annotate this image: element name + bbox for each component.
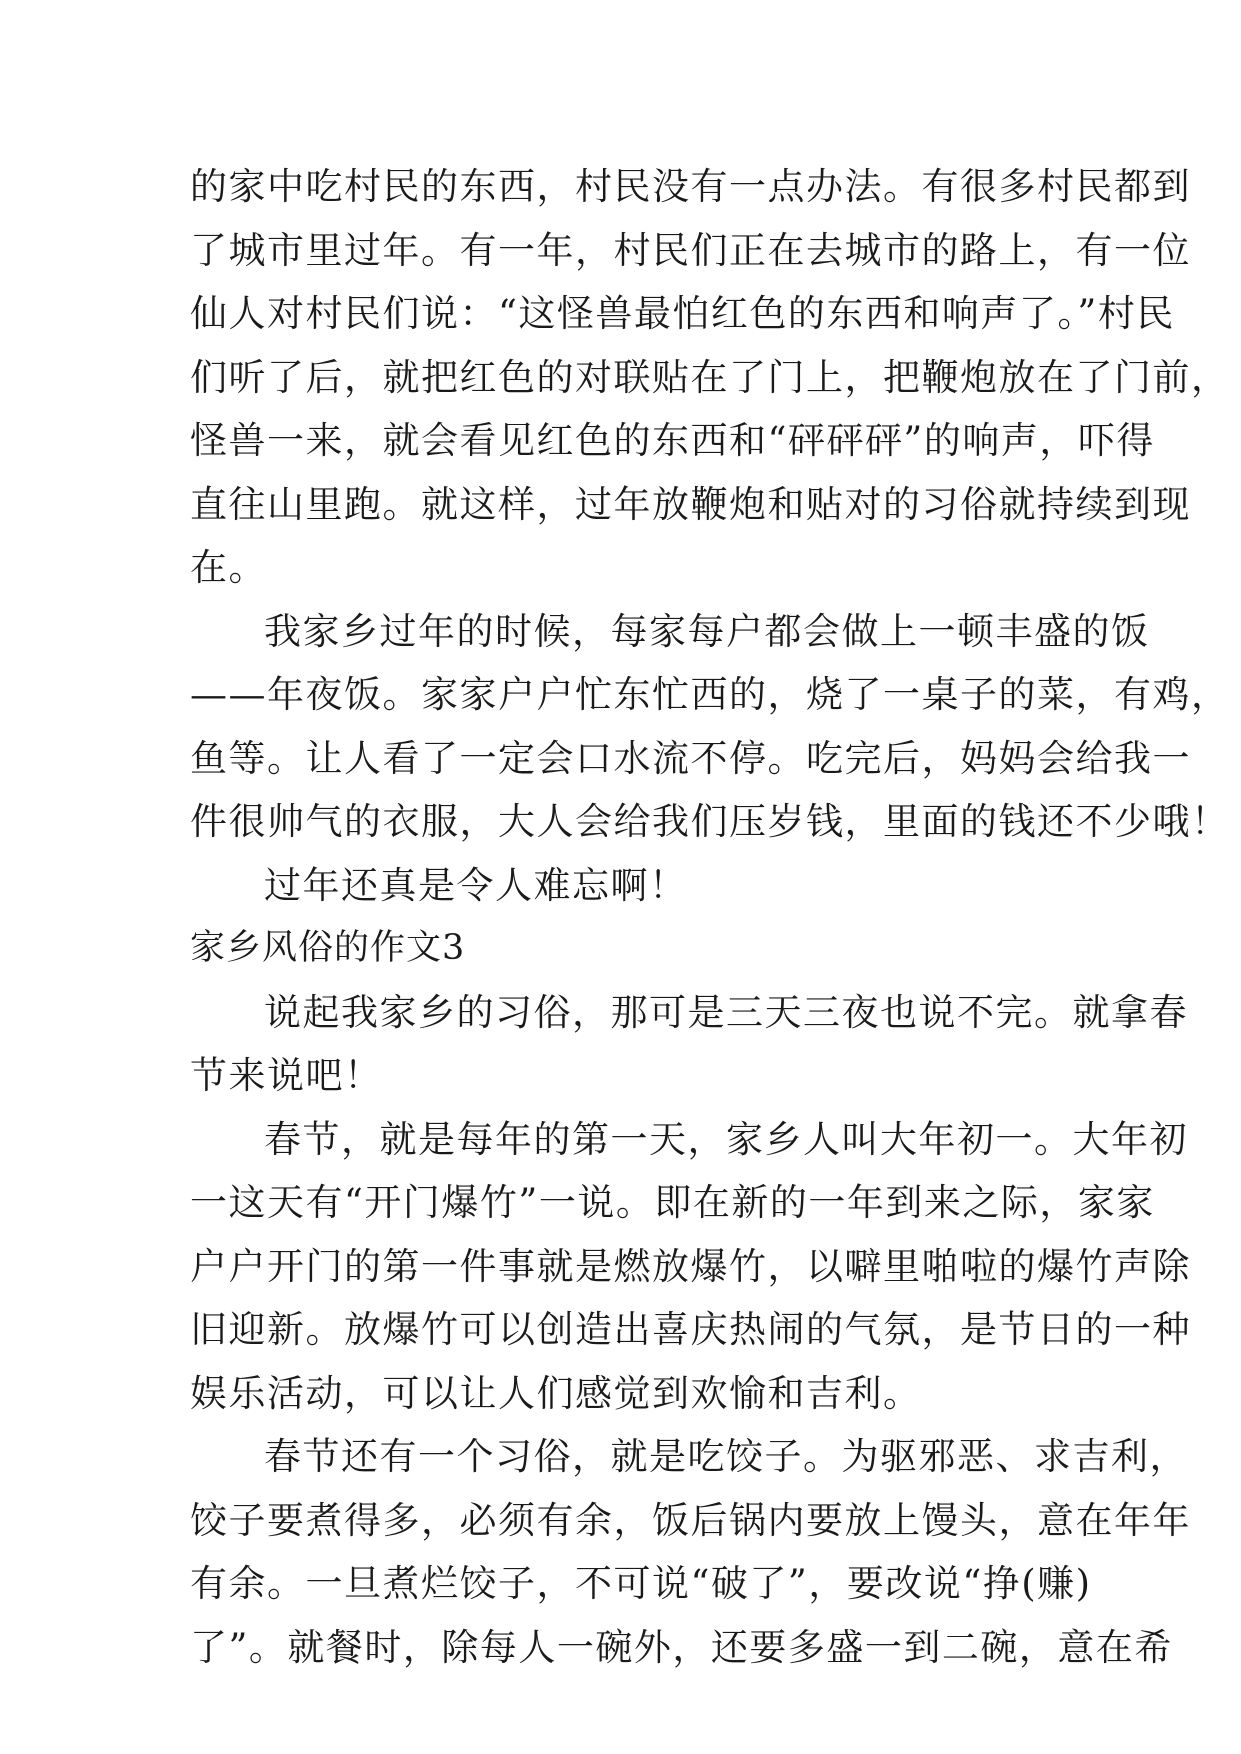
text-line: 了城市里过年。有一年，村民们正在去城市的路上，有一位 xyxy=(190,228,1191,272)
text-line: 的家中吃村民的东西，村民没有一点办法。有很多村民都到 xyxy=(190,165,1191,208)
section-heading: 家乡风俗的作文3 xyxy=(190,928,466,968)
text-line: 春节，就是每年的第一天，家乡人叫大年初一。大年初 xyxy=(264,1117,1188,1161)
paragraph-new-year-dinner xyxy=(190,600,1230,854)
text-line: 我家乡过年的时候，每家每户都会做上一顿丰盛的饭 xyxy=(264,609,1150,653)
text-line: 有余。一旦煮烂饺子，不可说“破了”，要改说“挣(赚) xyxy=(190,1562,1092,1605)
paragraph-intro xyxy=(190,981,1188,1108)
text-line: 户户开门的第一件事就是燃放爆竹，以噼里啪啦的爆竹声除 xyxy=(190,1244,1191,1288)
text-line: 了”。就餐时，除每人一碗外，还要多盛一到二碗，意在希 xyxy=(190,1625,1173,1669)
text-line: 旧迎新。放爆竹可以创造出喜庆热闹的气氛，是节日的一种 xyxy=(190,1308,1191,1351)
text-line: 娱乐活动，可以让人们感觉到欢愉和吉利。 xyxy=(190,1371,922,1415)
text-line: 饺子要煮得多，必须有余，饭后锅内要放上馒头，意在年年 xyxy=(190,1498,1191,1542)
text-line: 在。 xyxy=(190,546,267,589)
paragraph-continued xyxy=(190,155,1230,600)
text-line: 一这天有“开门爆竹”一说。即在新的一年到来之际，家家 xyxy=(190,1181,1155,1224)
paragraph-firecrackers xyxy=(190,1108,1191,1426)
text-line: 说起我家乡的习俗，那可是三天三夜也说不完。就拿春 xyxy=(264,990,1188,1034)
document-body xyxy=(190,155,1230,1679)
text-line: 过年还真是令人难忘啊！ xyxy=(264,863,688,907)
text-line: 仙人对村民们说：“这怪兽最怕红色的东西和响声了。”村民 xyxy=(190,292,1175,335)
text-line: 春节还有一个习俗，就是吃饺子。为驱邪恶、求吉利， xyxy=(264,1435,1188,1478)
paragraph-dumplings xyxy=(190,1425,1191,1679)
text-line: 直往山里跑。就这样，过年放鞭炮和贴对的习俗就持续到现 xyxy=(190,482,1191,526)
text-line: ——年夜饭。家家户户忙东忙西的，烧了一桌子的菜，有鸡， xyxy=(190,673,1230,716)
paragraph-closing xyxy=(190,854,1060,918)
text-line: 怪兽一来，就会看见红色的东西和“砰砰砰”的响声，吓得 xyxy=(190,419,1155,462)
text-line: 件很帅气的衣服，大人会给我们压岁钱，里面的钱还不少哦！ xyxy=(190,800,1230,843)
text-line: 节来说吧！ xyxy=(190,1054,383,1097)
text-line: 鱼等。让人看了一定会口水流不停。吃完后，妈妈会给我一 xyxy=(190,736,1191,780)
text-line: 们听了后，就把红色的对联贴在了门上，把鞭炮放在了门前， xyxy=(190,355,1230,399)
